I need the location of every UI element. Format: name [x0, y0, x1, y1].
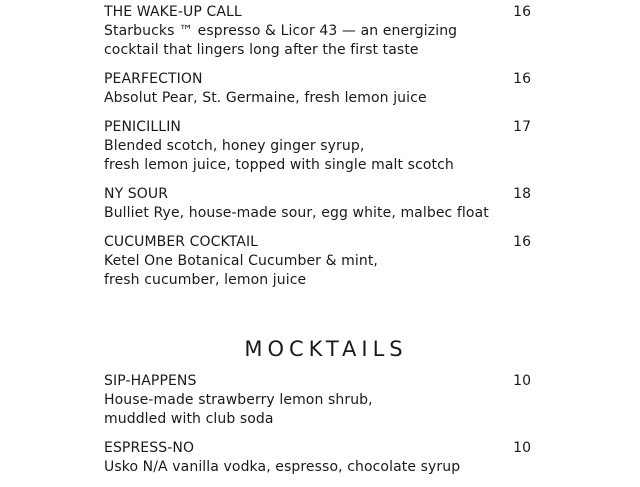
menu-item — [104, 439, 532, 477]
item-price: 10 — [513, 373, 531, 389]
item-name: CUCUMBER COCKTAIL — [104, 234, 259, 250]
item-price: 16 — [513, 234, 531, 250]
item-price: 10 — [513, 440, 531, 456]
item-price: 16 — [513, 4, 531, 20]
menu-item — [104, 372, 532, 429]
item-name: SIP-HAPPENS — [104, 373, 197, 389]
menu-item — [104, 118, 532, 175]
item-name: ESPRESS-NO — [104, 440, 195, 456]
item-description: Starbucks ™ espresso & Licor 43 — an energizing cocktail that lingers long after the first taste — [104, 23, 458, 58]
item-description: Ketel One Botanical Cucumber & mint, fresh cucumber, lemon juice — [104, 253, 378, 288]
item-name: THE WAKE-UP CALL — [104, 4, 242, 20]
item-price: 18 — [513, 186, 531, 202]
menu-item — [104, 3, 532, 60]
menu-item — [104, 233, 532, 290]
menu-item — [104, 185, 532, 223]
menu-item — [104, 70, 532, 108]
section-title-mocktails: MOCKTAILS — [244, 337, 408, 361]
item-name: PEARFECTION — [104, 71, 203, 87]
cocktail-list — [104, 3, 532, 300]
item-description: Bulliet Rye, house-made sour, egg white, malbec float — [104, 205, 489, 221]
item-description: Absolut Pear, St. Germaine, fresh lemon juice — [104, 90, 427, 106]
item-description: House-made strawberry lemon shrub, muddled with club soda — [104, 392, 373, 427]
item-price: 17 — [513, 119, 531, 135]
mocktail-list — [104, 372, 532, 487]
item-name: NY SOUR — [104, 186, 169, 202]
item-description: Blended scotch, honey ginger syrup, fresh lemon juice, topped with single malt scotch — [104, 138, 454, 173]
item-name: PENICILLIN — [104, 119, 181, 135]
item-price: 16 — [513, 71, 531, 87]
item-description: Usko N/A vanilla vodka, espresso, chocolate syrup — [104, 459, 461, 475]
